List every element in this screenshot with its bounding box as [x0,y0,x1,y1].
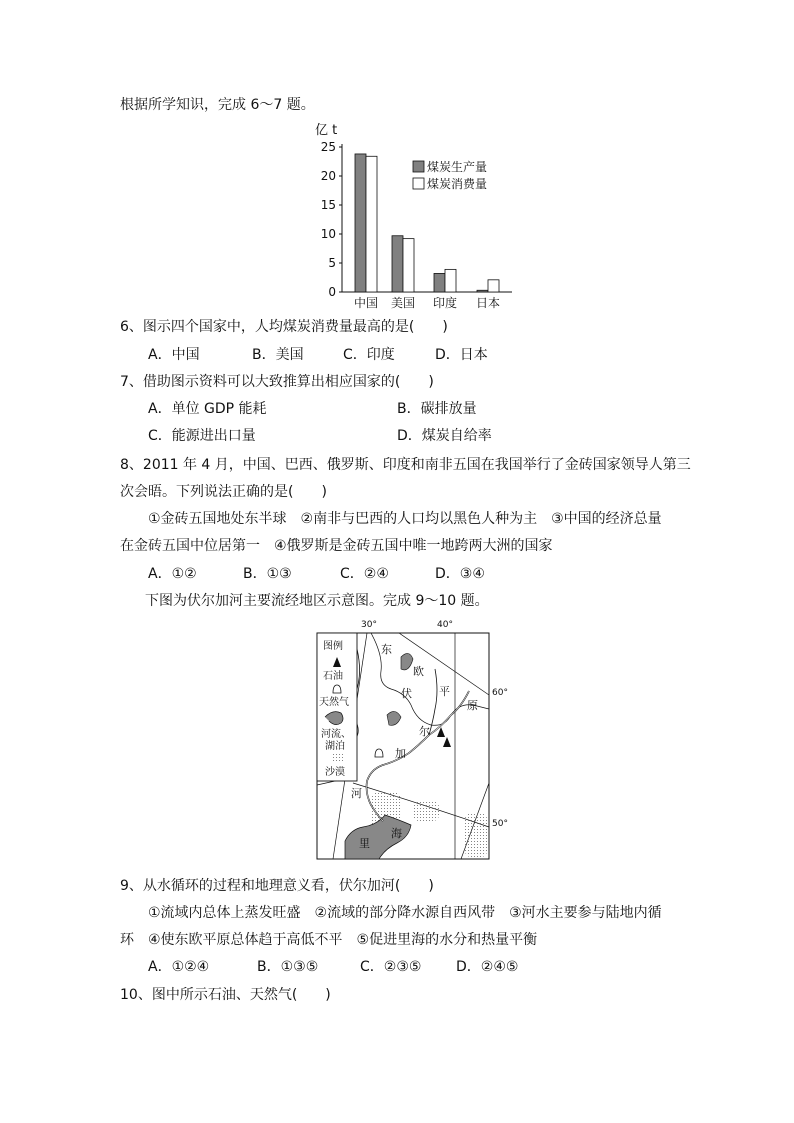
volga-map [305,615,515,865]
q7-option-a: A．单位 GDP 能耗 [148,401,267,417]
y-ticks [321,140,342,299]
label-fu: 伏 [401,687,412,700]
y-tick-label: 20 [320,169,336,183]
q8-option-a: A．①② [148,566,197,582]
bar-production-2 [434,273,445,292]
map-legend [317,633,357,781]
label-hai: 海 [391,827,402,840]
q6-option-a: A．中国 [148,347,200,363]
legend-desert-label: 沙漠 [325,767,345,778]
q7-stem: 7、借助图示资料可以大致推算出相应国家的( ) [120,374,434,390]
y-tick-label: 5 [328,256,336,270]
q9-option-d: D．②④⑤ [456,959,519,975]
q8-statement-line2: 在金砖五国中位居第一 ④俄罗斯是金砖五国中唯一地跨两大洲的国家 [120,538,553,554]
label-li: 里 [359,837,370,850]
lat-label-60: 60° [492,688,508,698]
label-ping: 平 [439,685,450,698]
bar-consumption-3 [488,280,499,292]
bars [355,154,499,292]
legend-swatch-production [413,161,424,172]
q8-option-d: D．③④ [435,566,485,582]
q9-statement-line1: ①流域内总体上蒸发旺盛 ②流域的部分降水源自西风带 ③河水主要参与陆地内循 [148,905,662,921]
legend-label-consumption: 煤炭消费量 [427,177,488,191]
bar-production-1 [392,236,403,292]
y-axis-unit-label: 亿 t [315,123,338,138]
chart-legend [413,159,487,191]
q6-option-b: B．美国 [252,347,304,363]
legend-oil-label: 石油 [323,671,343,682]
lat-label-50: 50° [492,819,508,829]
legend-gas-label: 天然气 [319,697,349,708]
label-dong: 东 [381,643,392,656]
intro-9-10: 下图为伏尔加河主要流经地区示意图。完成 9～10 题。 [145,593,489,609]
lon-label-30: 30° [361,620,377,630]
q9-stem: 9、从水循环的过程和地理意义看，伏尔加河( ) [120,878,434,894]
legend-swatch-consumption [413,178,424,189]
q8-statement-line1: ①金砖五国地处东半球 ②南非与巴西的人口均以黑色人种为主 ③中国的经济总量 [148,511,662,527]
bar-production-0 [355,154,366,292]
q6-option-d: D．日本 [435,347,488,363]
legend-desert-icon [331,753,343,763]
label-jia: 加 [395,747,406,760]
q7-option-d: D．煤炭自给率 [397,428,492,444]
intro-6-7: 根据所学知识，完成 6～7 题。 [120,97,315,113]
x-labels [354,295,500,310]
bar-consumption-0 [366,156,377,292]
q10-stem: 10、图中所示石油、天然气( ) [120,987,331,1003]
y-tick-label: 15 [320,198,336,212]
bar-consumption-1 [403,239,414,292]
label-ou: 欧 [413,665,424,678]
y-tick-label: 10 [320,227,336,241]
label-yuan: 原 [467,699,478,712]
x-category-label: 美国 [390,296,416,310]
lon-label-40: 40° [437,620,453,630]
q6-stem: 6、图示四个国家中，人均煤炭消费量最高的是( ) [120,319,448,335]
legend-title: 图例 [323,641,343,652]
desert-2 [413,801,439,821]
q9-option-b: B．①③⑤ [257,959,319,975]
desert-3 [465,813,487,857]
q8-stem-line2: 次会晤。下列说法正确的是( ) [120,484,327,500]
label-he: 河 [351,787,362,800]
q9-option-a: A．①②④ [148,959,210,975]
y-tick-label: 0 [328,285,336,299]
legend-river-label-2: 湖泊 [325,741,345,752]
x-category-label: 中国 [353,296,379,310]
q7-option-b: B．碳排放量 [397,401,477,417]
x-category-label: 日本 [475,296,501,310]
legend-gas-icon [333,685,341,693]
coal-bar-chart [300,118,530,313]
q8-option-b: B．①③ [243,566,292,582]
label-er: 尔 [419,725,430,738]
legend-label-production: 煤炭生产量 [427,160,488,174]
y-tick-label: 25 [320,140,336,154]
gas-symbol [375,749,383,757]
q7-option-c: C．能源进出口量 [148,428,256,444]
bar-production-3 [477,290,488,292]
q8-option-c: C．②④ [340,566,389,582]
q9-statement-line2: 环 ④使东欧平原总体趋于高低不平 ⑤促进里海的水分和热量平衡 [120,932,538,948]
q8-stem-line1: 8、2011 年 4 月，中国、巴西、俄罗斯、印度和南非五国在我国举行了金砖国家领导人第三 [120,457,691,473]
q6-option-c: C．印度 [343,347,395,363]
legend-river-label-1: 河流、 [321,729,351,740]
x-category-label: 印度 [432,296,458,310]
q9-option-c: C．②③⑤ [360,959,422,975]
bar-consumption-2 [445,269,456,292]
